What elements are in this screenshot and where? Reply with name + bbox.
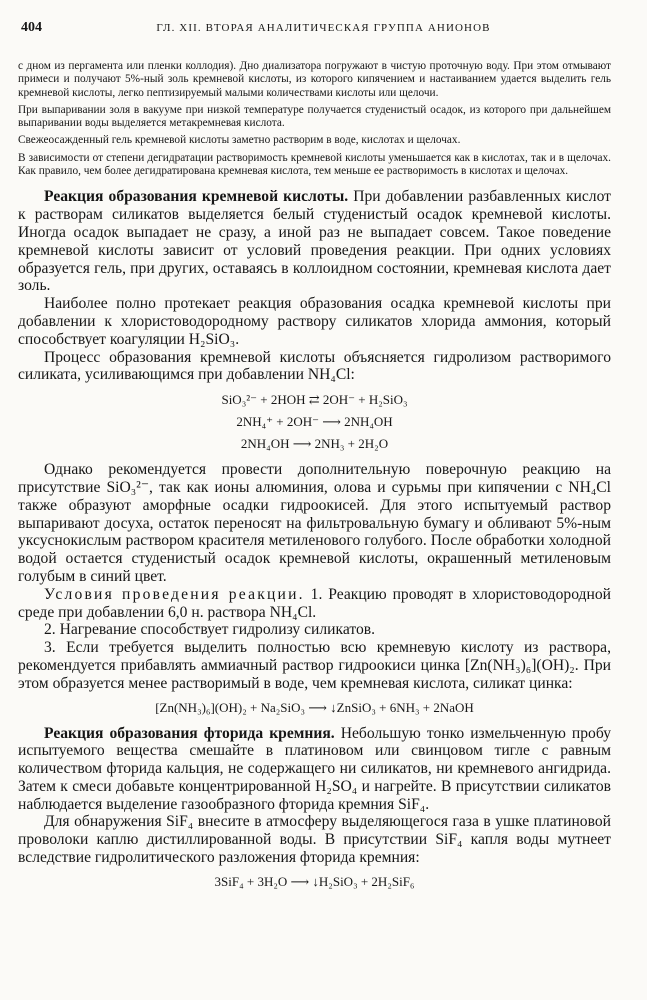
equation: 3SiF₄ + 3H₂O ⟶ ↓H₂SiO₃ + 2H₂SiF₆ — [214, 873, 415, 889]
small-paragraph: с дном из пергамента или пленки коллодия). Дно диализатора погружают в чистую проточную воду. При этом отмывают примеси и получают 5%-ный золь кремневой кислоты, из которого кипячением и настаиванием удается выделить гель кремневой кислоты, легко пептизируемый малыми количествами кислоты или щелочи. — [18, 60, 611, 99]
conditions-paragraph — [18, 586, 611, 622]
section-heading: Реакция образования фторида кремния. — [44, 724, 335, 742]
conditions-item: 2. Нагревание способствует гидролизу силикатов. — [44, 621, 376, 639]
body-paragraph: Для обнаружения SiF₄ внесите в атмосферу выделяющегося газа в ушке платиновой проволоки каплю дистиллированной воды. В присутствии SiF₄ капля воды мутнеет вследствие гидролитического разложения фторида кремния: — [18, 813, 611, 867]
small-paragraph: При выпаривании золя в вакууме при низкой температуре получается студенистый осадок, из которого при дальнейшем выпаривании воды выделяется метакремневая кислота. — [18, 103, 611, 130]
equation: [Zn(NH₃)₆](OH)₂ + Na₂SiO₃ ⟶ ↓ZnSiO₃ + 6NH₃ + 2NaOH — [155, 699, 474, 715]
small-paragraph: Свежеосажденный гель кремневой кислоты заметно растворим в воде, кислотах и щелочах. — [18, 134, 461, 147]
body-paragraph: Однако рекомендуется провести дополнительную поверочную реакцию на присутствие SiO₃²⁻, так как ионы алюминия, олова и сурьмы при кипячении с NH₄Cl также образуют аморфные осадки гидроокисей. Для этого испытуемый раствор выпаривают досуха, остаток переносят на фильтровальную бумагу и обливают 5%-ным уксуснокислым раствором красителя метиленового голубого. После обработки холодной водой остается студенистый осадок кремневой кислоты, окрашенный метиленовым голубым в синий цвет. — [18, 461, 611, 585]
section-text: При добавлении разбавленных кислот к растворам силикатов выделяется белый студенистый осадок кремневой кислоты. Иногда осадок выпадает не сразу, а иной раз не выпадает совсем. Такое поведение кремневой кислоты зависит от условий проведения реакции. При одних условиях образуется гель, при других, оставаясь в коллоидном состоянии, кремневая кислота дает золь. — [18, 188, 611, 295]
section-paragraph — [18, 725, 611, 814]
conditions-text: 1. Реакцию проводят в хлористоводородной среде при добавлении 6,0 н. раствора NH₄Cl. — [18, 585, 611, 621]
body-paragraph: Наиболее полно протекает реакция образования осадка кремневой кислоты при добавлении к хлористоводородному раствору силикатов хлорида аммония, который способствует коагуляции H₂SiO₃. — [18, 295, 611, 348]
conditions-item: 3. Если требуется выделить полностью всю кремневую кислоту из раствора, рекомендуется прибавлять аммиачный раствор гидроокиси цинка [Zn(NH₃)₆](OH)₂. При этом образуется менее растворимый в воде, чем кремневая кислота, силикат цинка: — [18, 639, 611, 692]
equation-block — [18, 392, 611, 451]
small-paragraph: В зависимости от степени дегидратации растворимость кремневой кислоты уменьшается как в кислотах, так и в щелочах. Как правило, чем более дегидратирована кремневая кислота, тем меньше ее растворимость в кислотах и щелочах. — [18, 151, 611, 178]
section-paragraph — [18, 188, 611, 295]
body-paragraph: Процесс образования кремневой кислоты объясняется гидролизом растворимого силиката, усиливающимся при добавлении NH₄Cl: — [18, 348, 611, 384]
page-body — [18, 60, 611, 896]
equation: SiO₃²⁻ + 2HOH ⇄ 2OH⁻ + H₂SiO₃ — [221, 392, 408, 408]
equation: 2NH₄OH ⟶ 2NH₃ + 2H₂O — [240, 436, 389, 452]
chapter-title: ГЛ. XII. ВТОРАЯ АНАЛИТИЧЕСКАЯ ГРУППА АНИОНОВ — [156, 22, 491, 34]
page-number: 404 — [21, 20, 42, 35]
conditions-label: Условия проведения реакции. — [44, 585, 305, 603]
equation: 2NH₄⁺ + 2OH⁻ ⟶ 2NH₄OH — [236, 414, 393, 430]
section-text: Небольшую тонко измельченную пробу испытуемого вещества смешайте в платиновом или свинцовом тигле с равным количеством фторида кальция, не содержащего ни силикатов, ни кремневого ангидрида. Затем к смеси добавьте концентрированной H₂SO₄ и нагрейте. В присутствии силикатов наблюдается выделение газообразного фторида кремния SiF₄. — [18, 724, 611, 813]
running-header — [0, 20, 647, 40]
section-heading: Реакция образования кремневой кислоты. — [44, 188, 349, 206]
